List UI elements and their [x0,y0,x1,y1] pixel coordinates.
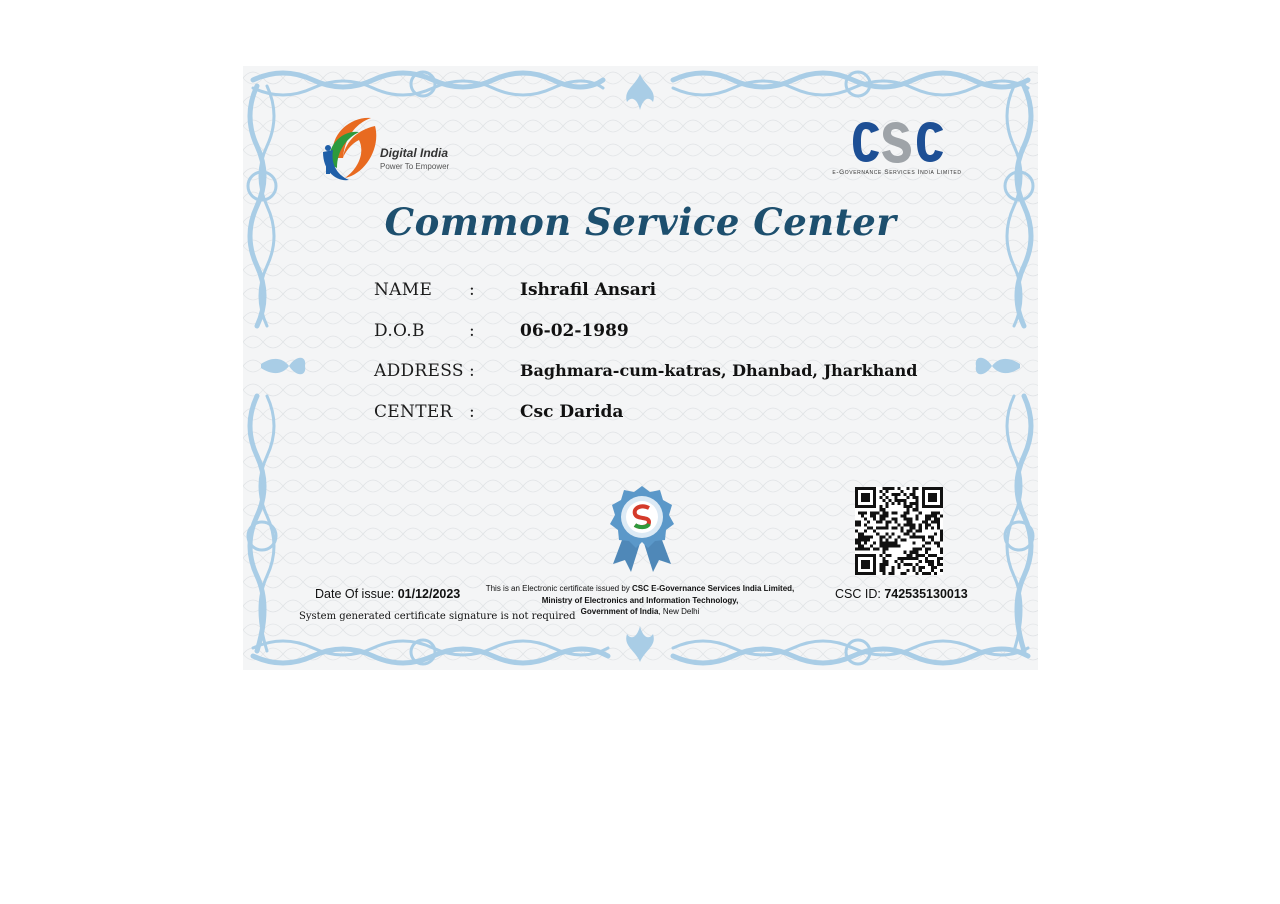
csc-id [835,587,968,601]
address-separator: : [469,361,475,381]
digital-india-emblem-icon [319,112,381,184]
dob-value: 06-02-1989 [520,321,629,341]
dob-separator: : [469,321,475,341]
issue-date-label: Date Of issue: [315,587,395,601]
csc-tagline: e-Governance Services India Limited [832,169,962,176]
csc-id-label: CSC ID: [835,587,881,601]
address-value: Baghmara-cum-katras, Dhanbad, Jharkhand [520,361,918,380]
issuer-location: , New Delhi [658,607,700,616]
certificate [243,66,1038,670]
center-label: CENTER [374,402,453,422]
digital-india-logo [319,112,459,184]
issuer-note [473,583,807,618]
csc-letters-icon [851,120,947,166]
csc-id-value: 742535130013 [884,587,968,601]
qr-modules [855,487,943,575]
name-label: NAME [374,280,433,300]
issuer-line-2 [473,595,807,607]
issuer-ministry: Ministry of Electronics and Information Technology, [541,595,739,605]
dob-label: D.O.B [374,321,425,341]
signature-note: System generated certificate signature is not required [299,611,576,622]
center-separator: : [469,402,475,422]
issuer-prefix: This is an Electronic certificate issued by [485,584,630,593]
center-value: Csc Darida [520,402,624,422]
issuer-government: Government of India [580,607,659,616]
digital-india-tagline: Power To Empower [380,162,450,171]
issue-date-value: 01/12/2023 [397,587,461,601]
address-label: ADDRESS [374,361,464,381]
digital-india-name: Digital India [380,146,449,160]
name-separator: : [469,280,475,300]
csc-logo [821,120,973,178]
qr-code [855,487,943,575]
certificate-title: Common Service Center [384,200,897,244]
issuer-name: CSC E-Governance Services India Limited, [632,584,795,593]
award-badge-icon [607,484,677,576]
name-value: Ishrafil Ansari [520,280,657,300]
issuer-line-1 [473,583,807,595]
issuer-line-3 [473,606,807,618]
issue-date [315,587,460,601]
